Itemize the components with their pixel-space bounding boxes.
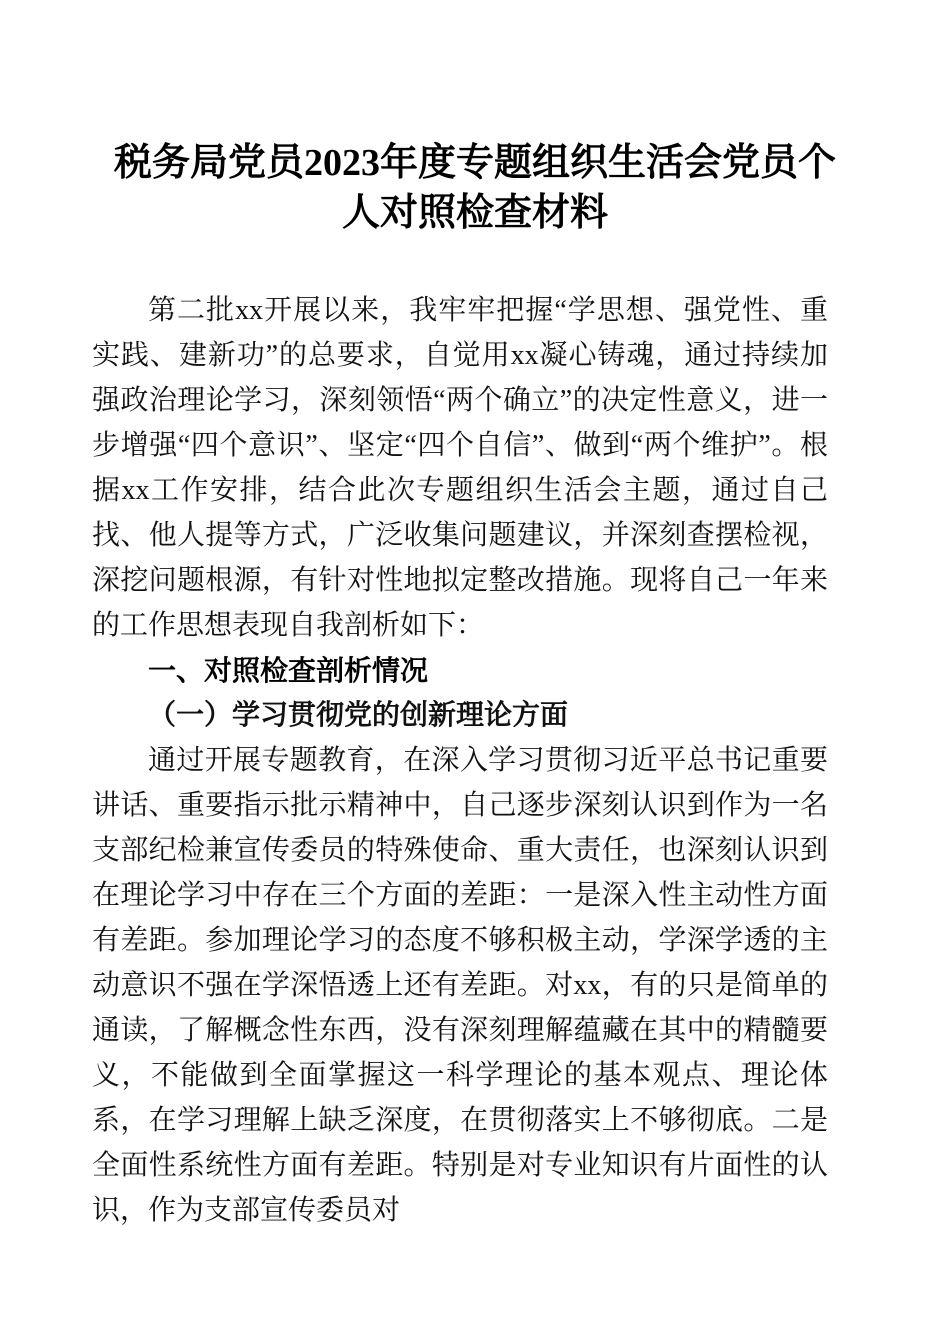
document-body <box>92 288 828 1233</box>
intro-paragraph: 第二批xx开展以来，我牢牢把握“学思想、强党性、重实践、建新功”的总要求，自觉用xx凝心铸魂，通过持续加强政治理论学习，深刻领悟“两个确立”的决定性意义，进一步增强“四个意识”、坚定“四个自信”、做到“两个维护”。根据xx工作安排，结合此次专题组织生活会主题，通过自己找、他人提等方式，广泛收集问题建议，并深刻查摆检视，深挖问题根源，有针对性地拟定整改措施。现将自己一年来的工作思想表现自我剖析如下： <box>92 295 828 641</box>
section-heading-1: 一、对照检查剖析情况 <box>148 655 429 686</box>
document-title-line-2: 人对照检查材料 <box>341 192 608 234</box>
subsection-heading-1-1: （一）学习贯彻党的创新理论方面 <box>148 700 569 731</box>
document-title-line-1: 税务局党员2023年度专题组织生活会党员个 <box>113 142 836 184</box>
body-paragraph: 通过开展专题教育，在深入学习贯彻习近平总书记重要讲话、重要指示批示精神中，自己逐步深刻认识到作为一名支部纪检兼宣传委员的特殊使命、重大责任，也深刻认识到在理论学习中存在三个方面的差距：一是深入性主动性方面有差距。参加理论学习的态度不够积极主动，学深学透的主动意识不强在学深悟透上还有差距。对xx，有的只是简单的通读，了解概念性东西，没有深刻理解蕴藏在其中的精髓要义，不能做到全面掌握这一科学理论的基本观点、理论体系，在学习理解上缺乏深度，在贯彻落实上不够彻底。二是全面性系统性方面有差距。特别是对专业知识有片面性的认识，作为支部宣传委员对 <box>92 745 828 1226</box>
document-title <box>55 138 895 238</box>
